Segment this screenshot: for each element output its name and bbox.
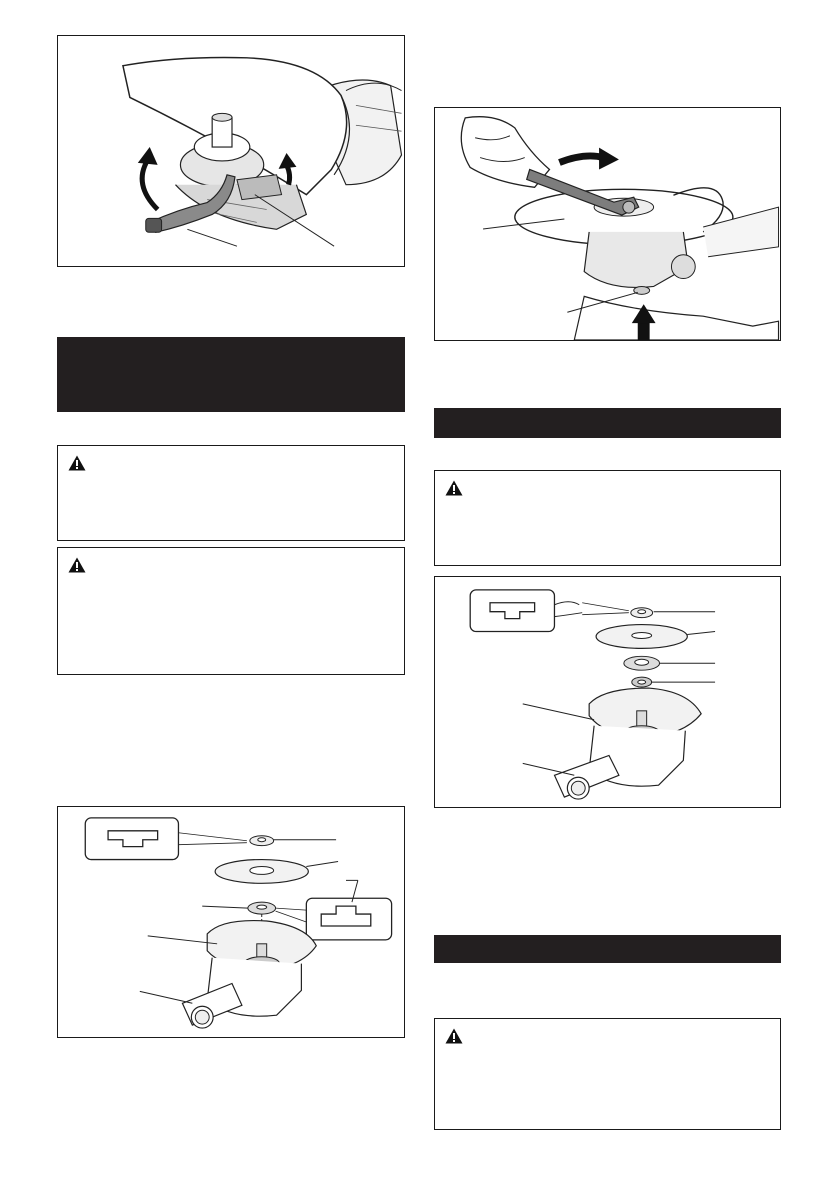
figure-wheel-stack-b [434,576,781,808]
warning-box-2 [57,547,405,675]
lock-nut-icon [631,608,653,618]
section-header-2 [434,935,781,963]
warning-triangle-icon [68,455,86,471]
warning-triangle-icon [68,557,86,573]
wheel-icon [596,625,687,649]
wheel-stack-b-illustration [435,577,780,807]
warning-box-4 [434,1018,781,1130]
guard-lever-illustration [58,36,404,266]
figure-wrench-tightening [434,107,781,341]
section-header-large [57,337,405,412]
inner-flange-icon [624,656,660,670]
lock-nut-icon [250,836,274,846]
inner-flange-icon [248,902,276,914]
warning-triangle-icon [445,1028,463,1044]
wheel-stack-a-illustration [58,807,404,1037]
wrench-tightening-illustration [435,108,780,340]
warning-triangle-icon [445,480,463,496]
figure-wheel-stack-a [57,806,405,1038]
rotate-arrow-icon [138,147,158,209]
figure-guard-lever [57,35,405,267]
warning-box-3 [434,470,781,566]
warning-box-1 [57,445,405,541]
wheel-icon [215,860,308,884]
section-header-1 [434,408,781,438]
